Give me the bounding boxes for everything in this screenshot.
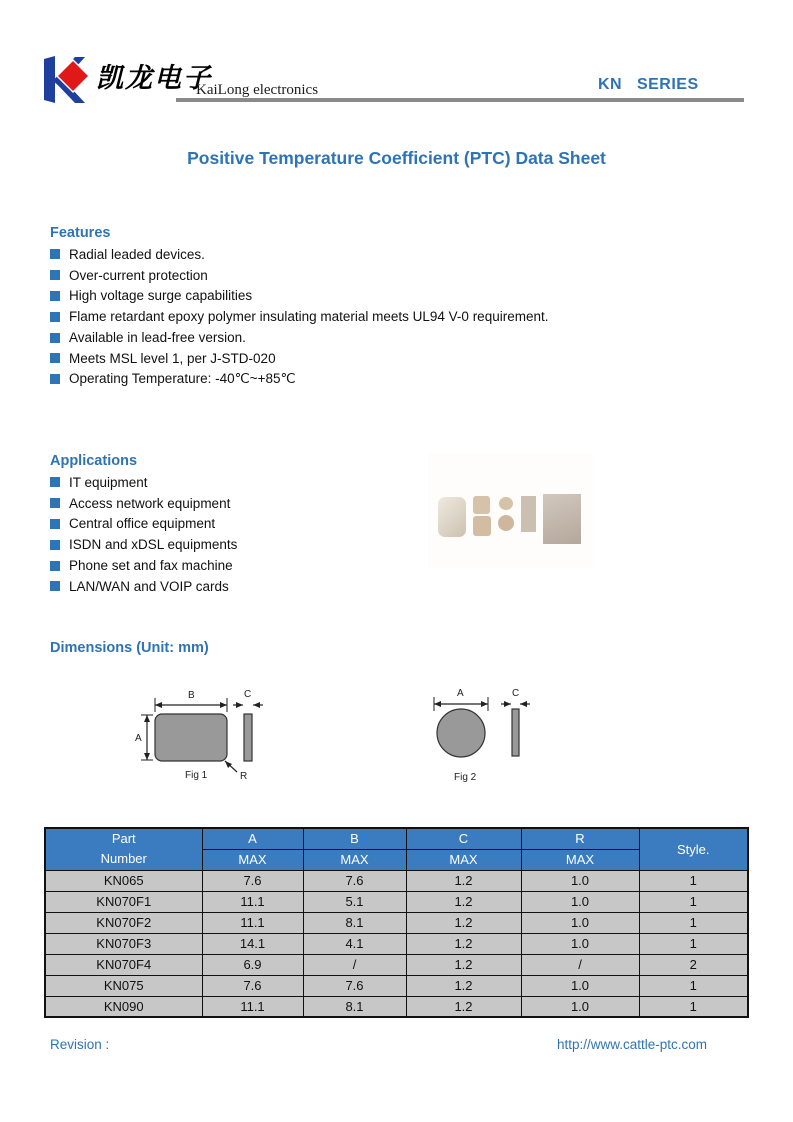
table-row (45, 933, 748, 954)
feature-text: Over-current protection (69, 267, 208, 283)
dim-label-c: C (512, 688, 520, 699)
application-text: Central office equipment (69, 516, 216, 532)
col-header-b: B (303, 828, 406, 849)
dim-label-r: R (240, 771, 248, 782)
cell-c: 1.2 (406, 891, 521, 912)
application-text: Access network equipment (69, 495, 231, 511)
bullet-square-icon (50, 519, 60, 529)
col-header-part-number (45, 828, 202, 870)
cell-r: 1.0 (521, 891, 639, 912)
ptc-components-photo (428, 453, 593, 568)
features-heading: Features (50, 225, 111, 241)
logo-chinese-text: 凯龙电子 (96, 63, 212, 93)
fig2-caption: Fig 2 (454, 772, 477, 783)
list-item (50, 514, 237, 535)
col-header-a: A (202, 828, 303, 849)
cell-b: / (303, 954, 406, 975)
ptc-component-square (473, 496, 490, 514)
cell-c: 1.2 (406, 912, 521, 933)
fig1-caption: Fig 1 (185, 770, 208, 781)
cell-style: 2 (639, 954, 748, 975)
cell-part: KN070F4 (45, 954, 202, 975)
cell-a: 6.9 (202, 954, 303, 975)
list-item (50, 265, 548, 286)
dim-label-a: A (457, 688, 464, 699)
list-item (50, 576, 237, 597)
subheader-max: MAX (406, 849, 521, 870)
table-row (45, 912, 748, 933)
bullet-square-icon (50, 561, 60, 571)
subheader-max: MAX (303, 849, 406, 870)
cell-b: 5.1 (303, 891, 406, 912)
subheader-max: MAX (202, 849, 303, 870)
cell-c: 1.2 (406, 870, 521, 891)
application-text: IT equipment (69, 474, 148, 490)
cell-style: 1 (639, 996, 748, 1017)
application-text: ISDN and xDSL equipments (69, 537, 238, 553)
dimensions-heading: Dimensions (Unit: mm) (50, 640, 209, 656)
list-item (50, 369, 548, 390)
page-footer (50, 1037, 707, 1052)
ptc-component-disc (498, 515, 514, 531)
table-row (45, 954, 748, 975)
part-label: Part (111, 831, 136, 847)
bullet-square-icon (50, 477, 60, 487)
cell-r: 1.0 (521, 975, 639, 996)
dim-label-c: C (244, 689, 252, 700)
fig1-drawing (130, 685, 285, 785)
table-row (45, 870, 748, 891)
table-row (45, 975, 748, 996)
cell-part: KN070F3 (45, 933, 202, 954)
cell-b: 8.1 (303, 912, 406, 933)
cell-a: 11.1 (202, 996, 303, 1017)
series-label: KN SERIES (598, 76, 699, 93)
ptc-component-plate (543, 494, 581, 544)
features-list (50, 244, 548, 390)
application-text: LAN/WAN and VOIP cards (69, 578, 229, 594)
cell-style: 1 (639, 975, 748, 996)
feature-text: High voltage surge capabilities (69, 288, 253, 304)
number-label: Number (100, 851, 147, 867)
feature-text: Operating Temperature: -40℃~+85℃ (69, 371, 296, 387)
cell-a: 11.1 (202, 912, 303, 933)
cell-a: 7.6 (202, 975, 303, 996)
cell-a: 7.6 (202, 870, 303, 891)
list-item (50, 244, 548, 265)
cell-r: 1.0 (521, 933, 639, 954)
ptc-component-rounded-rect (438, 497, 466, 537)
cell-style: 1 (639, 933, 748, 954)
revision-label: Revision : (50, 1037, 110, 1052)
table-row (45, 996, 748, 1017)
cell-c: 1.2 (406, 954, 521, 975)
cell-b: 7.6 (303, 975, 406, 996)
cell-r: 1.0 (521, 870, 639, 891)
bullet-square-icon (50, 498, 60, 508)
bullet-square-icon (50, 270, 60, 280)
cell-part: KN090 (45, 996, 202, 1017)
ptc-component-disc (499, 497, 513, 510)
logo-subtitle: KaiLong electronics (196, 82, 319, 98)
list-item (50, 348, 548, 369)
feature-text: Meets MSL level 1, per J-STD-020 (69, 350, 276, 366)
cell-style: 1 (639, 912, 748, 933)
bullet-square-icon (50, 249, 60, 259)
cell-style: 1 (639, 870, 748, 891)
cell-r: / (521, 954, 639, 975)
list-item (50, 306, 548, 327)
col-header-r: R (521, 828, 639, 849)
feature-text: Available in lead-free version. (69, 330, 246, 346)
list-item (50, 286, 548, 307)
dimensions-table (44, 827, 749, 1018)
page-title: Positive Temperature Coefficient (PTC) Data Sheet (187, 148, 606, 168)
bullet-square-icon (50, 353, 60, 363)
header-divider (176, 98, 744, 102)
table-row (45, 891, 748, 912)
list-item (50, 534, 237, 555)
cell-part: KN070F2 (45, 912, 202, 933)
list-item (50, 327, 548, 348)
bullet-square-icon (50, 540, 60, 550)
ptc-component-square (473, 516, 491, 536)
cell-style: 1 (639, 891, 748, 912)
cell-b: 7.6 (303, 870, 406, 891)
col-header-c: C (406, 828, 521, 849)
application-text: Phone set and fax machine (69, 558, 233, 574)
cell-c: 1.2 (406, 996, 521, 1017)
col-header-style: Style. (639, 828, 748, 870)
cell-b: 4.1 (303, 933, 406, 954)
feature-text: Flame retardant epoxy polymer insulating material meets UL94 V-0 requirement. (69, 309, 549, 325)
list-item (50, 472, 237, 493)
ptc-component-bar (521, 496, 536, 532)
cell-a: 14.1 (202, 933, 303, 954)
dim-label-a: A (135, 733, 142, 744)
cell-a: 11.1 (202, 891, 303, 912)
bullet-square-icon (50, 291, 60, 301)
bullet-square-icon (50, 581, 60, 591)
subheader-max: MAX (521, 849, 639, 870)
fig2-drawing (424, 685, 539, 785)
cell-c: 1.2 (406, 975, 521, 996)
applications-list (50, 472, 237, 597)
bullet-square-icon (50, 312, 60, 322)
cell-part: KN075 (45, 975, 202, 996)
bullet-square-icon (50, 374, 60, 384)
applications-heading: Applications (50, 453, 138, 469)
cell-part: KN065 (45, 870, 202, 891)
dim-label-b: B (188, 690, 195, 701)
cell-r: 1.0 (521, 912, 639, 933)
bullet-square-icon (50, 333, 60, 343)
cell-c: 1.2 (406, 933, 521, 954)
feature-text: Radial leaded devices. (69, 246, 205, 262)
cell-part: KN070F1 (45, 891, 202, 912)
website-link[interactable]: http://www.cattle-ptc.com (556, 1037, 707, 1052)
list-item (50, 493, 237, 514)
cell-b: 8.1 (303, 996, 406, 1017)
cell-r: 1.0 (521, 996, 639, 1017)
list-item (50, 555, 237, 576)
